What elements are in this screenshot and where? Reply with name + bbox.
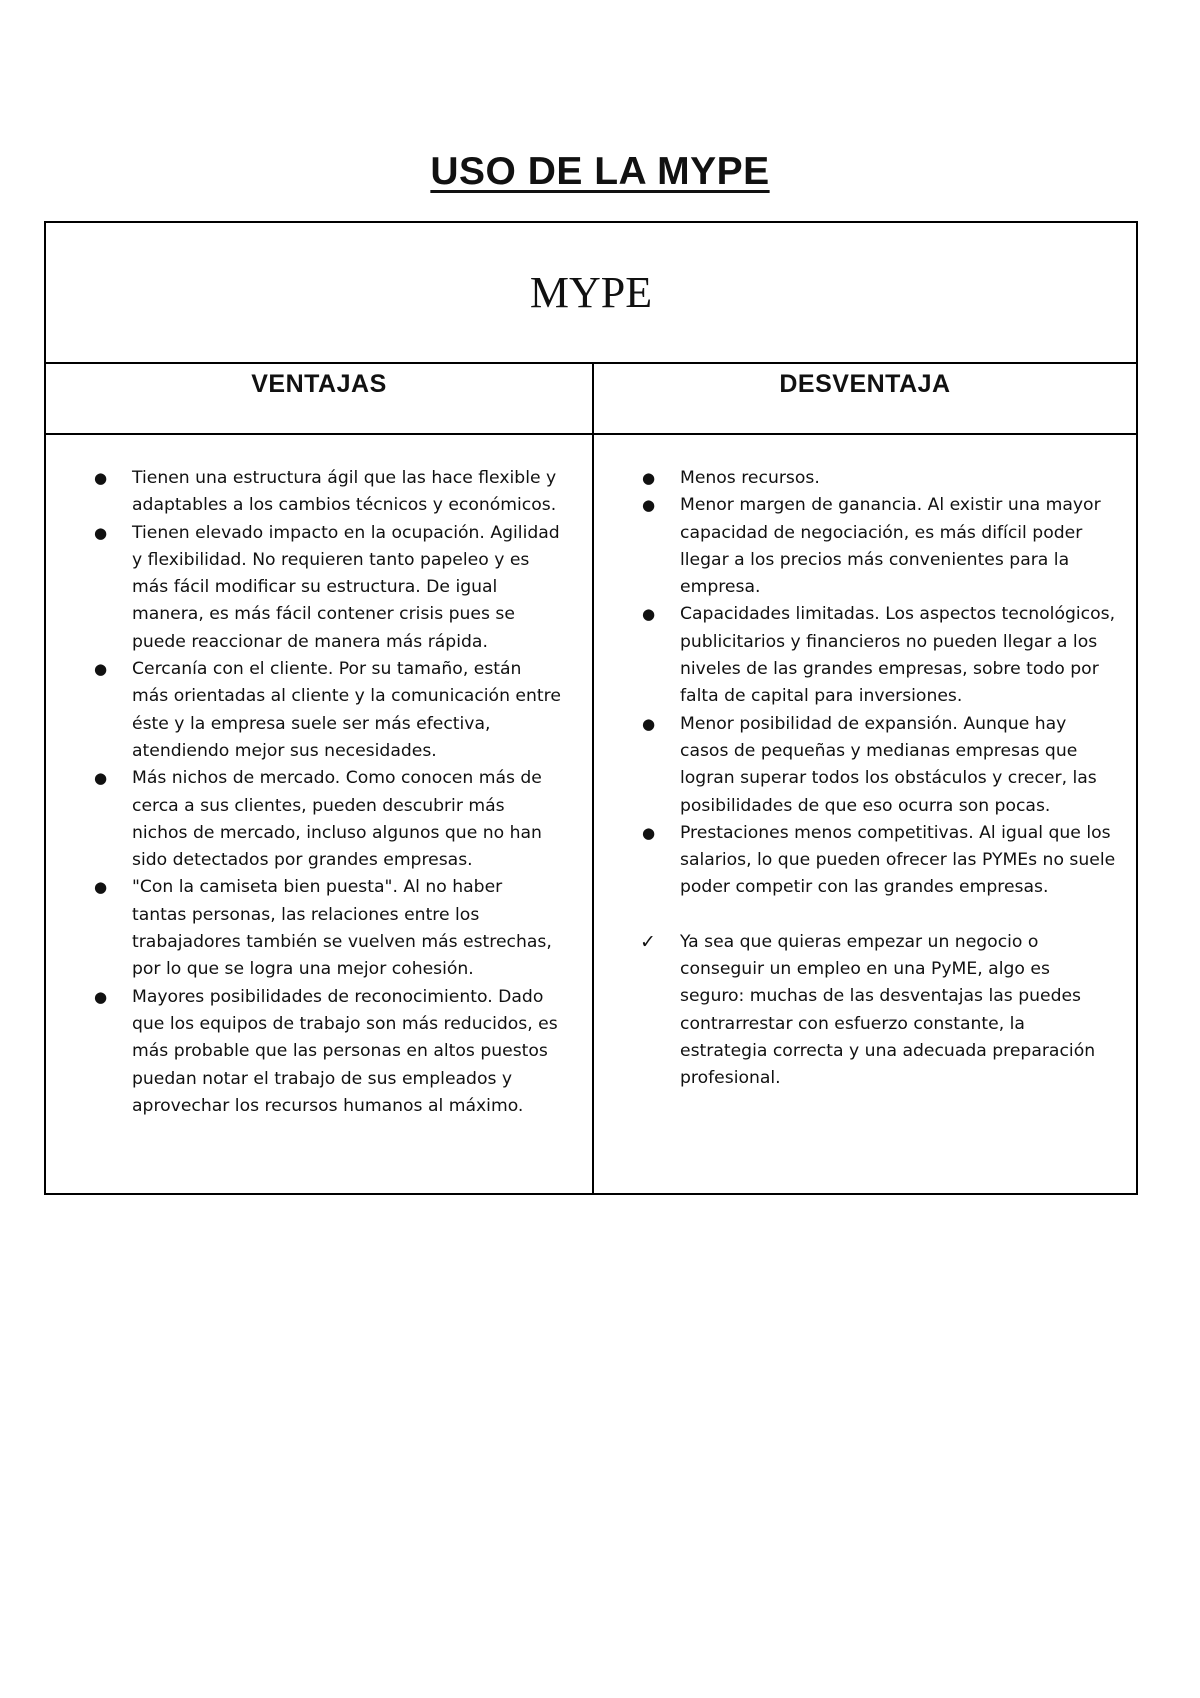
bullet-icon: ● [642, 714, 656, 733]
bullet-icon: ● [94, 523, 108, 542]
list-item [46, 465, 562, 520]
list-item [594, 465, 1116, 492]
list-item [594, 492, 1116, 601]
list-item [46, 656, 562, 765]
list-item-text: Mayores posibilidades de reconocimiento. Dado que los equipos de trabajo son más reducidos, es más probable que las personas en altos puestos puedan notar el trabajo de sus empleados y aprovechar los recursos humanos al máximo. [132, 986, 558, 1116]
document-title: USO DE LA MYPE [430, 150, 770, 193]
bullet-icon: ● [642, 496, 656, 515]
list-item-text: Menor posibilidad de expansión. Aunque hay casos de pequeñas y medianas empresas que logran superar todos los obstáculos y crecer, las posibilidades de que eso ocurra son pocas. [680, 713, 1097, 816]
conclusion-text: Ya sea que quieras empezar un negocio o conseguir un empleo en una PyME, algo es seguro: muchas de las desventajas las puedes contrarrestar con esfuerzo constante, la estrategia correcta y una adecuada preparación profesional. [680, 931, 1096, 1089]
list-item-text: Prestaciones menos competitivas. Al igual que los salarios, lo que pueden ofrecer las PYMEs no suele poder competir con las grandes empresas. [680, 822, 1116, 898]
checkmark-icon: ✓ [640, 930, 656, 953]
conclusion-list [594, 929, 1116, 1093]
desventajas-cell [594, 435, 1136, 1193]
list-item-text: Tienen una estructura ágil que las hace flexible y adaptables a los cambios técnicos y económicos. [132, 468, 557, 516]
bullet-icon: ● [94, 987, 108, 1006]
list-item-text: Cercanía con el cliente. Por su tamaño, están más orientadas al cliente y la comunicación entre éste y la empresa suele ser más efectiva, atendiendo mejor sus necesidades. [132, 659, 561, 761]
list-item-text: "Con la camiseta bien puesta". Al no haber tantas personas, las relaciones entre los trabajadores también se vuelven más estrechas, por lo que se logra una mejor cohesión. [132, 877, 552, 980]
list-item [46, 984, 562, 1120]
bullet-icon: ● [642, 823, 656, 842]
list-item-text: Menos recursos. [680, 468, 820, 488]
table-heading: MYPE [46, 223, 1136, 364]
list-item-text: Más nichos de mercado. Como conocen más de cerca a sus clientes, pueden descubrir más nichos de mercado, incluso algunos que no han sido detectados por grandes empresas. [132, 768, 542, 871]
mype-comparison-table [44, 221, 1138, 1195]
list-item [46, 520, 562, 656]
list-item [46, 765, 562, 874]
ventajas-cell [46, 435, 594, 1193]
bullet-icon: ● [642, 469, 656, 487]
list-spacer [594, 902, 1116, 929]
list-item-text: Capacidades limitadas. Los aspectos tecnológicos, publicitarios y financieros no pueden llegar a los niveles de las grandes empresas, sobre todo por falta de capital para inversiones. [680, 604, 1116, 707]
ventajas-list [46, 465, 562, 1120]
list-item [594, 601, 1116, 710]
desventajas-list [594, 465, 1116, 902]
list-item [594, 820, 1116, 902]
list-item [594, 711, 1116, 820]
list-item [46, 874, 562, 983]
bullet-icon: ● [94, 660, 108, 679]
conclusion-item [594, 929, 1116, 1093]
list-item-text: Tienen elevado impacto en la ocupación. Agilidad y flexibilidad. No requieren tanto papeleo y es más fácil modificar su estructura. De igual manera, es más fácil contener crisis pues se puede reaccionar de manera más rápida. [132, 522, 560, 652]
bullet-icon: ● [94, 878, 108, 897]
bullet-icon: ● [94, 769, 108, 788]
list-item-text: Menor margen de ganancia. Al existir una mayor capacidad de negociación, es más difícil poder llegar a los precios más convenientes para la empresa. [680, 495, 1101, 598]
bullet-icon: ● [642, 605, 656, 624]
column-header-ventajas: VENTAJAS [46, 364, 594, 435]
bullet-icon: ● [94, 469, 108, 487]
column-header-desventaja: DESVENTAJA [594, 364, 1136, 435]
